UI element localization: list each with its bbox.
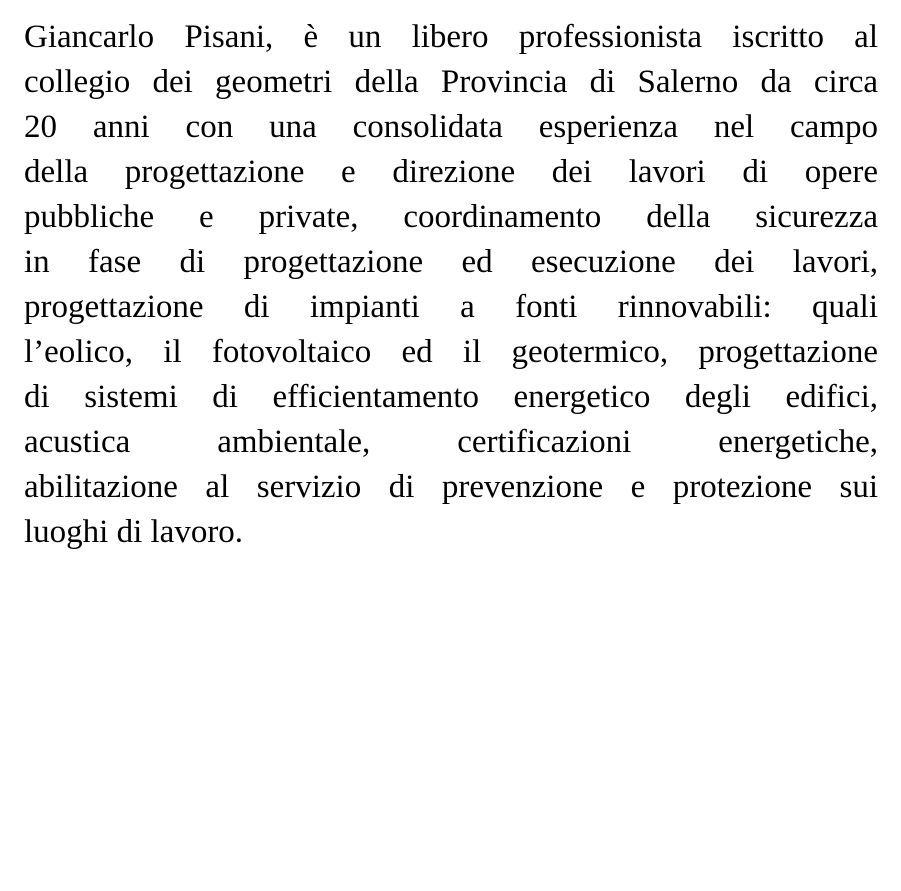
paragraph-line-12: luoghi di lavoro. (24, 514, 244, 550)
paragraph-line-3: 20 anni con una consolidata esperienza nel campo (24, 109, 878, 145)
paragraph-line-6: in fase di progettazione ed esecuzione dei lavori, (24, 244, 878, 280)
paragraph-line-7: progettazione di impianti a fonti rinnovabili: quali (24, 289, 878, 325)
paragraph-line-2: collegio dei geometri della Provincia di Salerno da circa (24, 64, 878, 100)
paragraph-line-5: pubbliche e private, coordinamento della sicurezza (24, 199, 878, 235)
paragraph-line-10: acustica ambientale, certificazioni energetiche, (24, 424, 878, 460)
paragraph-line-8: l’eolico, il fotovoltaico ed il geotermico, progettazione (24, 334, 878, 370)
paragraph-line-11: abilitazione al servizio di prevenzione e protezione sui (24, 469, 878, 505)
paragraph-line-1: Giancarlo Pisani, è un libero professionista iscritto al (24, 19, 878, 55)
paragraph-line-4: della progettazione e direzione dei lavori di opere (24, 154, 878, 190)
paragraph-line-9: di sistemi di efficientamento energetico degli edifici, (24, 379, 878, 415)
bio-paragraph (24, 15, 878, 555)
